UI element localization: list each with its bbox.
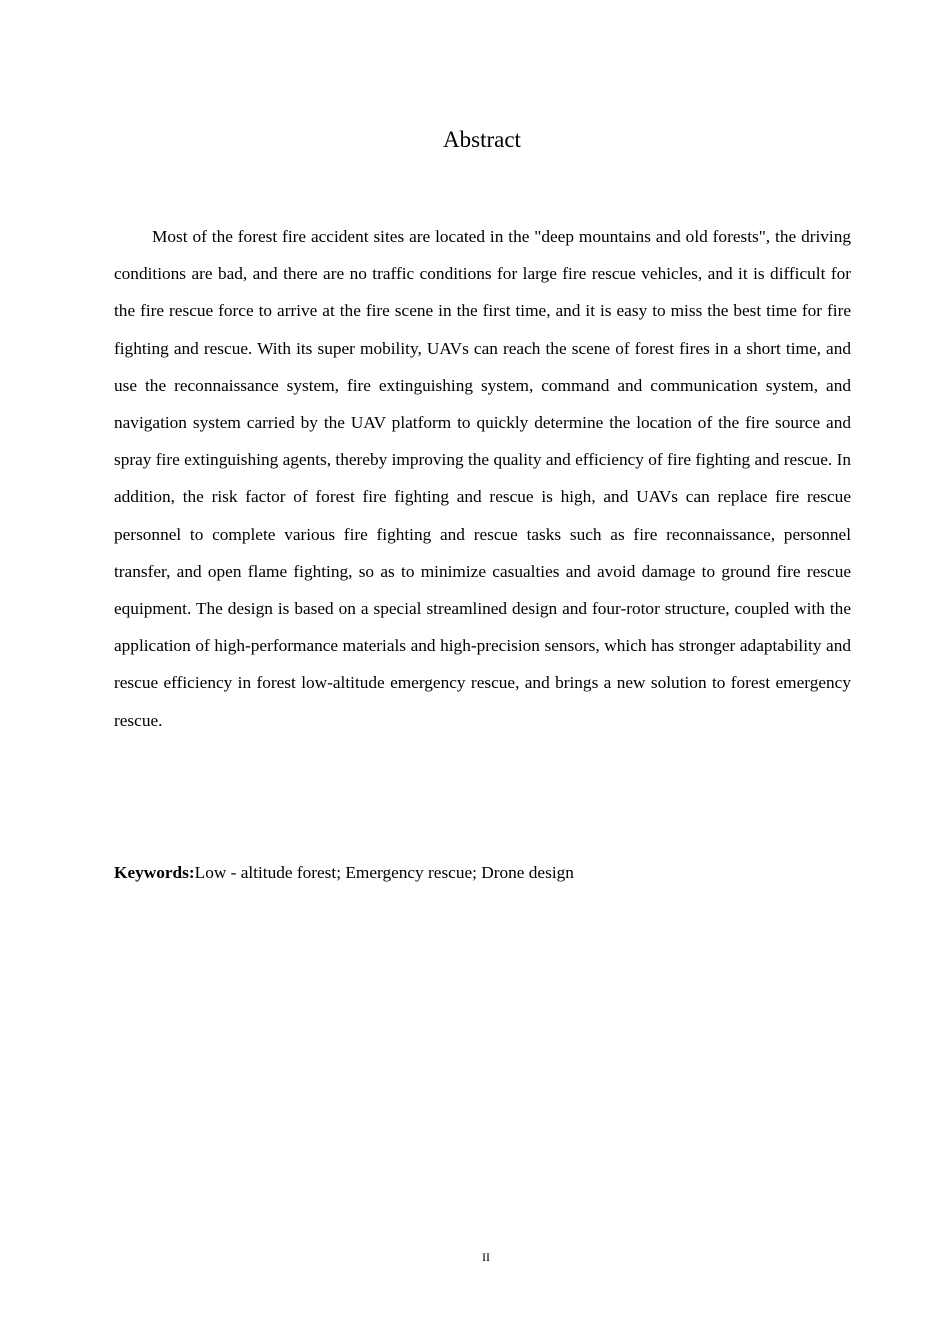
abstract-paragraph: Most of the forest fire accident sites are located in the "deep mountains and old forests", the driving conditions are bad, and there are no traffic conditions for large fire rescue vehicles, and it is difficult for the fire rescue force to arrive at the fire scene in the first time, and it is easy to miss the best time for fire fighting and rescue. With its super mobility, UAVs can reach the scene of forest fires in a short time, and use the reconnaissance system, fire extinguishing system, command and communication system, and navigation system carried by the UAV platform to quickly determine the location of the fire source and spray fire extinguishing agents, thereby improving the quality and efficiency of fire fighting and rescue. In addition, the risk factor of forest fire fighting and rescue is high, and UAVs can replace fire rescue personnel to complete various fire fighting and rescue tasks such as fire reconnaissance, personnel transfer, and open flame fighting, so as to minimize casualties and avoid damage to ground fire rescue equipment. The design is based on a special streamlined design and four-rotor structure, coupled with the application of high-performance materials and high-precision sensors, which has stronger adaptability and rescue efficiency in forest low-altitude emergency rescue, and brings a new solution to forest emergency rescue. xyxy=(114,227,851,730)
keywords-label: Keywords: xyxy=(114,863,195,882)
keywords-value: Low - altitude forest; Emergency rescue; Drone design xyxy=(194,863,574,882)
page-number: II xyxy=(482,1250,490,1264)
abstract-title: Abstract xyxy=(443,127,521,152)
keywords-line xyxy=(114,857,851,889)
